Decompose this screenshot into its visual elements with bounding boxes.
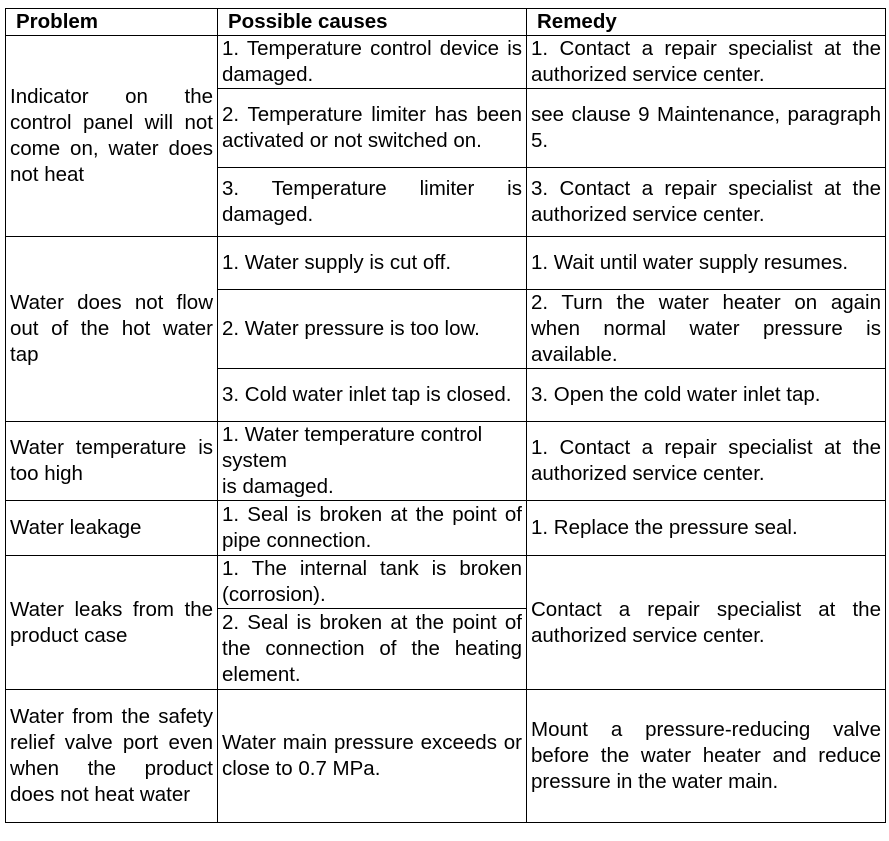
table-row (6, 556, 886, 609)
header-problem: Problem (6, 9, 218, 36)
table-row (6, 501, 886, 556)
remedy-cell: 3. Open the cold water inlet tap. (527, 369, 886, 422)
cause-cell: 1. Temperature control device is damaged. (218, 36, 527, 89)
remedy-cell: see clause 9 Maintenance, paragraph 5. (527, 89, 886, 168)
header-remedy: Remedy (527, 9, 886, 36)
troubleshooting-table (5, 8, 886, 823)
cause-cell: 2. Temperature limiter has been activated or not switched on. (218, 89, 527, 168)
remedy-cell: 1. Replace the pressure seal. (527, 501, 886, 556)
header-row (6, 9, 886, 36)
cause-cell: 2. Water pressure is too low. (218, 290, 527, 369)
remedy-cell: 1. Contact a repair specialist at the authorized service center. (527, 422, 886, 501)
cause-cell (218, 422, 527, 501)
problem-cell: Water does not flow out of the hot water tap (6, 237, 218, 422)
problem-cell: Water temperature is too high (6, 422, 218, 501)
cause-cell: 1. Water supply is cut off. (218, 237, 527, 290)
cause-cell: Water main pressure exceeds or close to 0.7 MPa. (218, 690, 527, 823)
table-row (6, 237, 886, 290)
cause-cell: 2. Seal is broken at the point of the connection of the heating element. (218, 609, 527, 690)
table-row (6, 36, 886, 89)
problem-cell: Water from the safety relief valve port even when the product does not heat water (6, 690, 218, 823)
cause-cell: 3. Temperature limiter is damaged. (218, 168, 527, 237)
problem-cell: Water leakage (6, 501, 218, 556)
table-row (6, 422, 886, 501)
cause-cell: 1. The internal tank is broken (corrosion). (218, 556, 527, 609)
cause-cell: 3. Cold water inlet tap is closed. (218, 369, 527, 422)
remedy-cell: Mount a pressure-reducing valve before the water heater and reduce pressure in the water main. (527, 690, 886, 823)
table-row (6, 690, 886, 823)
problem-cell: Water leaks from the product case (6, 556, 218, 690)
problem-cell: Indicator on the control panel will not come on, water does not heat (6, 36, 218, 237)
cause-cell: 1. Seal is broken at the point of pipe connection. (218, 501, 527, 556)
remedy-cell: 2. Turn the water heater on again when normal water pressure is available. (527, 290, 886, 369)
remedy-cell: 3. Contact a repair specialist at the authorized service center. (527, 168, 886, 237)
cause-line: 1. Water temperature control system (222, 423, 483, 472)
cause-line: is damaged. (222, 475, 334, 498)
remedy-cell: Contact a repair specialist at the authorized service center. (527, 556, 886, 690)
remedy-cell: 1. Contact a repair specialist at the authorized service center. (527, 36, 886, 89)
header-possible-causes: Possible causes (218, 9, 527, 36)
remedy-cell: 1. Wait until water supply resumes. (527, 237, 886, 290)
